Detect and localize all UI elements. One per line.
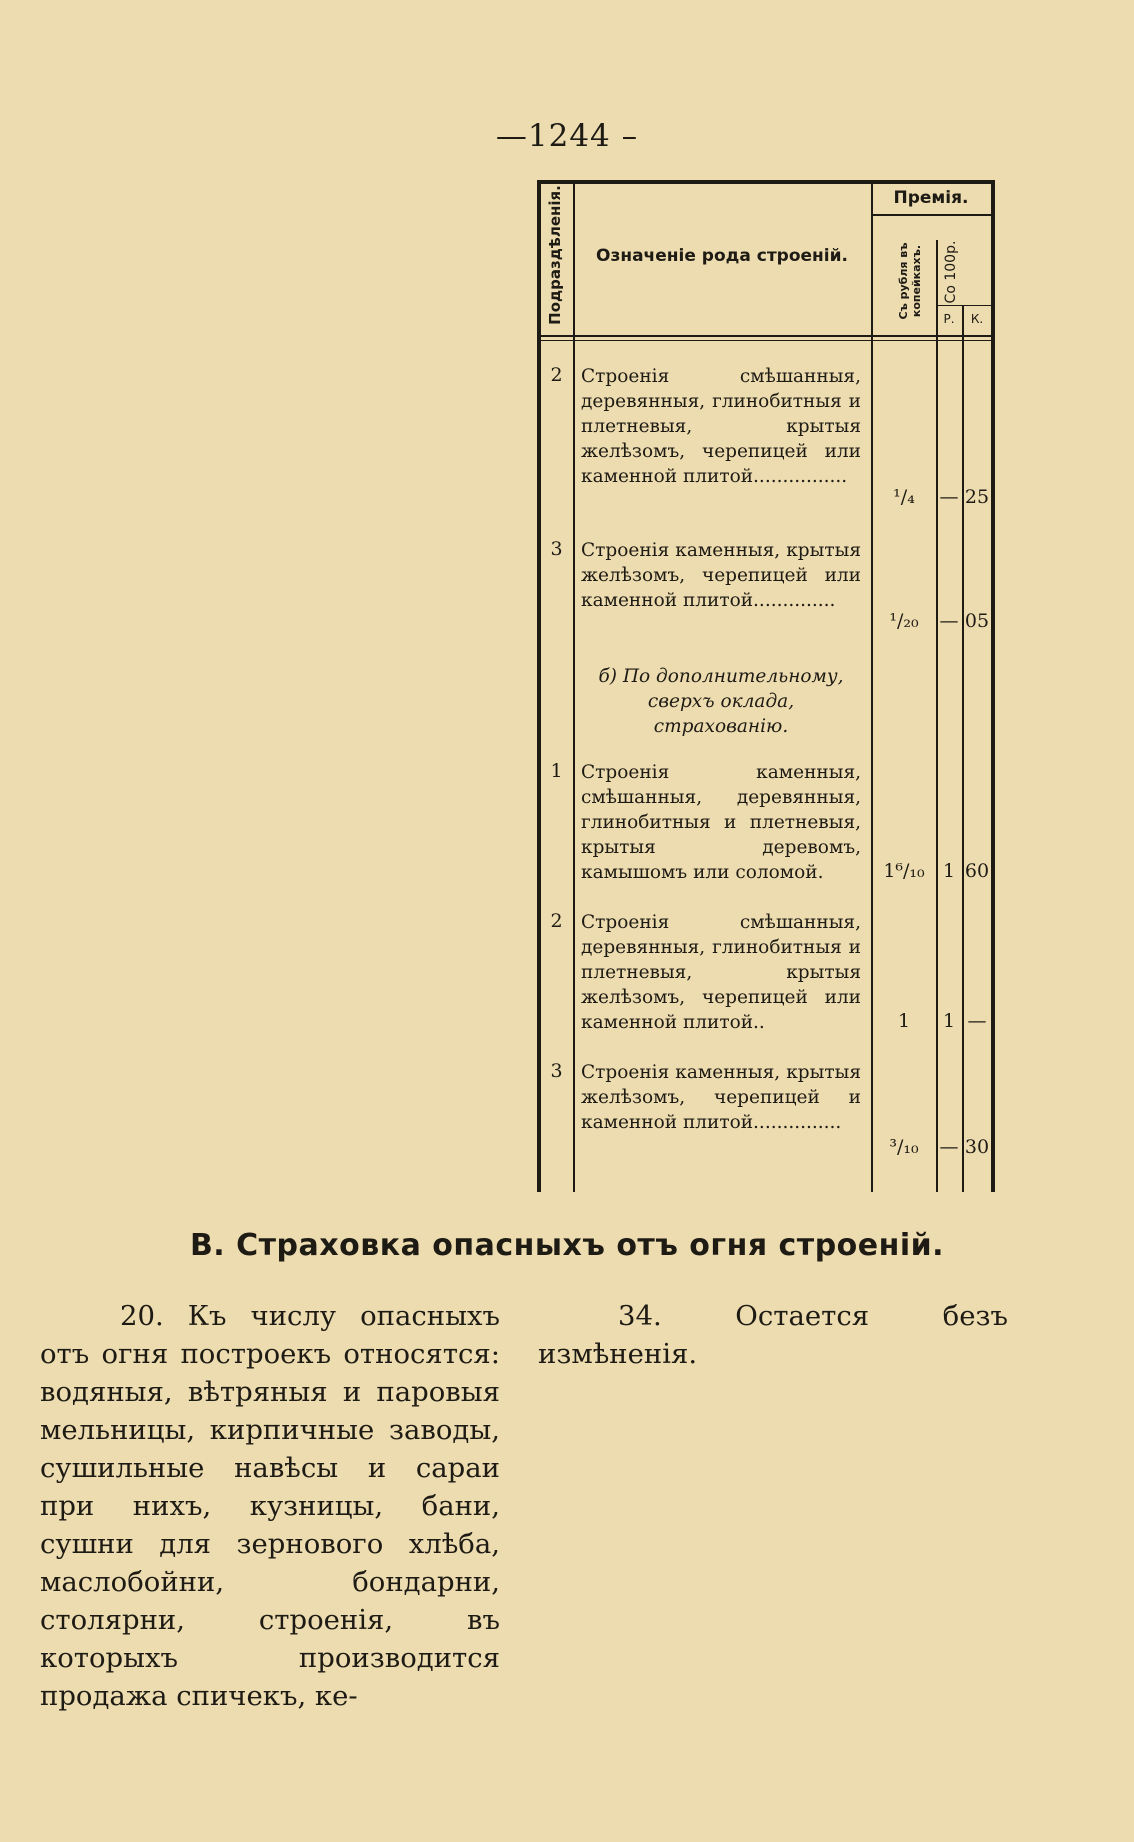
row-number: 3 (550, 1060, 563, 1082)
rub-value: 1 (942, 1010, 956, 1032)
table-top-rule (537, 180, 995, 184)
page-number: —1244 – (495, 118, 639, 154)
kop-value: 60 (964, 860, 990, 882)
per-ruble-value: 1 (897, 1010, 911, 1032)
header-per-ruble: Съ рубля въ копейкахъ. (897, 242, 923, 320)
row-number: 1 (550, 760, 563, 782)
header-rub: Р. (943, 312, 955, 326)
row-description: Строенія смѣшанныя, деревянныя, глинобитныя и плетневыя, крытыя желѣзомъ, черепицей или каменной плитой.. (581, 912, 861, 1033)
row-number: 3 (550, 538, 563, 560)
header-rule (871, 214, 991, 216)
rub-value: — (939, 486, 959, 508)
per-ruble-value: ¹/₄ (893, 486, 915, 508)
paragraph-34: 34. Остается безъ измѣненія. (538, 1300, 1008, 1370)
header-bottom-rule (541, 335, 991, 337)
header-subdivision: Подраздѣленія. (546, 185, 564, 325)
column-divider (962, 305, 964, 1192)
row-number: 2 (550, 910, 563, 932)
kop-value: — (967, 1010, 987, 1032)
paragraph-20: 20. Къ числу опасныхъ отъ огня построекъ относятся: водяныя, вѣтряныя и паровыя мельницы, кирпичные заводы, сушильные навѣсы и сараи при нихъ, кузницы, бани, сушни для зернового хлѣба, маслобойни, бондарни, столярни, строенія, въ которыхъ производится продажа спичекъ, ке- (40, 1300, 500, 1712)
rub-value: — (939, 610, 959, 632)
row-description: Строенія смѣшанныя, деревянныя, глинобитныя и плетневыя, крытыя желѣзомъ, черепицей или каменной плитой................ (581, 366, 861, 487)
rub-value: — (939, 1136, 959, 1158)
header-bottom-rule (541, 340, 991, 341)
row-description: Строенія каменныя, крытыя желѣзомъ, черепицей или каменной плитой.............. (581, 540, 861, 611)
per-ruble-value: ¹/₂₀ (889, 610, 919, 632)
header-per-100: Со 100р. (943, 240, 959, 304)
section-heading: В. Страховка опасныхъ отъ огня строеній. (189, 1228, 945, 1263)
kop-value: 05 (964, 610, 990, 632)
kop-value: 30 (964, 1136, 990, 1158)
header-premium: Премія. (893, 188, 969, 208)
column-divider (936, 240, 938, 1192)
per-ruble-value: 1⁶/₁₀ (883, 860, 925, 882)
row-description: Строенія каменныя, смѣшанныя, деревянныя, глинобитныя и плетневыя, крытыя деревомъ, камышомъ или соломой. (581, 762, 861, 883)
premium-table (537, 180, 995, 1192)
per-ruble-value: ³/₁₀ (889, 1136, 919, 1158)
column-divider (573, 180, 575, 1192)
subsection-title: б) По дополнительному, сверхъ оклада, страхованію. (598, 666, 844, 737)
header-kop: К. (970, 312, 984, 326)
header-description: Означеніе рода строеній. (596, 246, 848, 266)
rub-value: 1 (942, 860, 956, 882)
row-description: Строенія каменныя, крытыя желѣзомъ, черепицей и каменной плитой............... (581, 1062, 861, 1133)
row-number: 2 (550, 364, 563, 386)
column-divider (871, 180, 873, 1192)
kop-value: 25 (964, 486, 990, 508)
